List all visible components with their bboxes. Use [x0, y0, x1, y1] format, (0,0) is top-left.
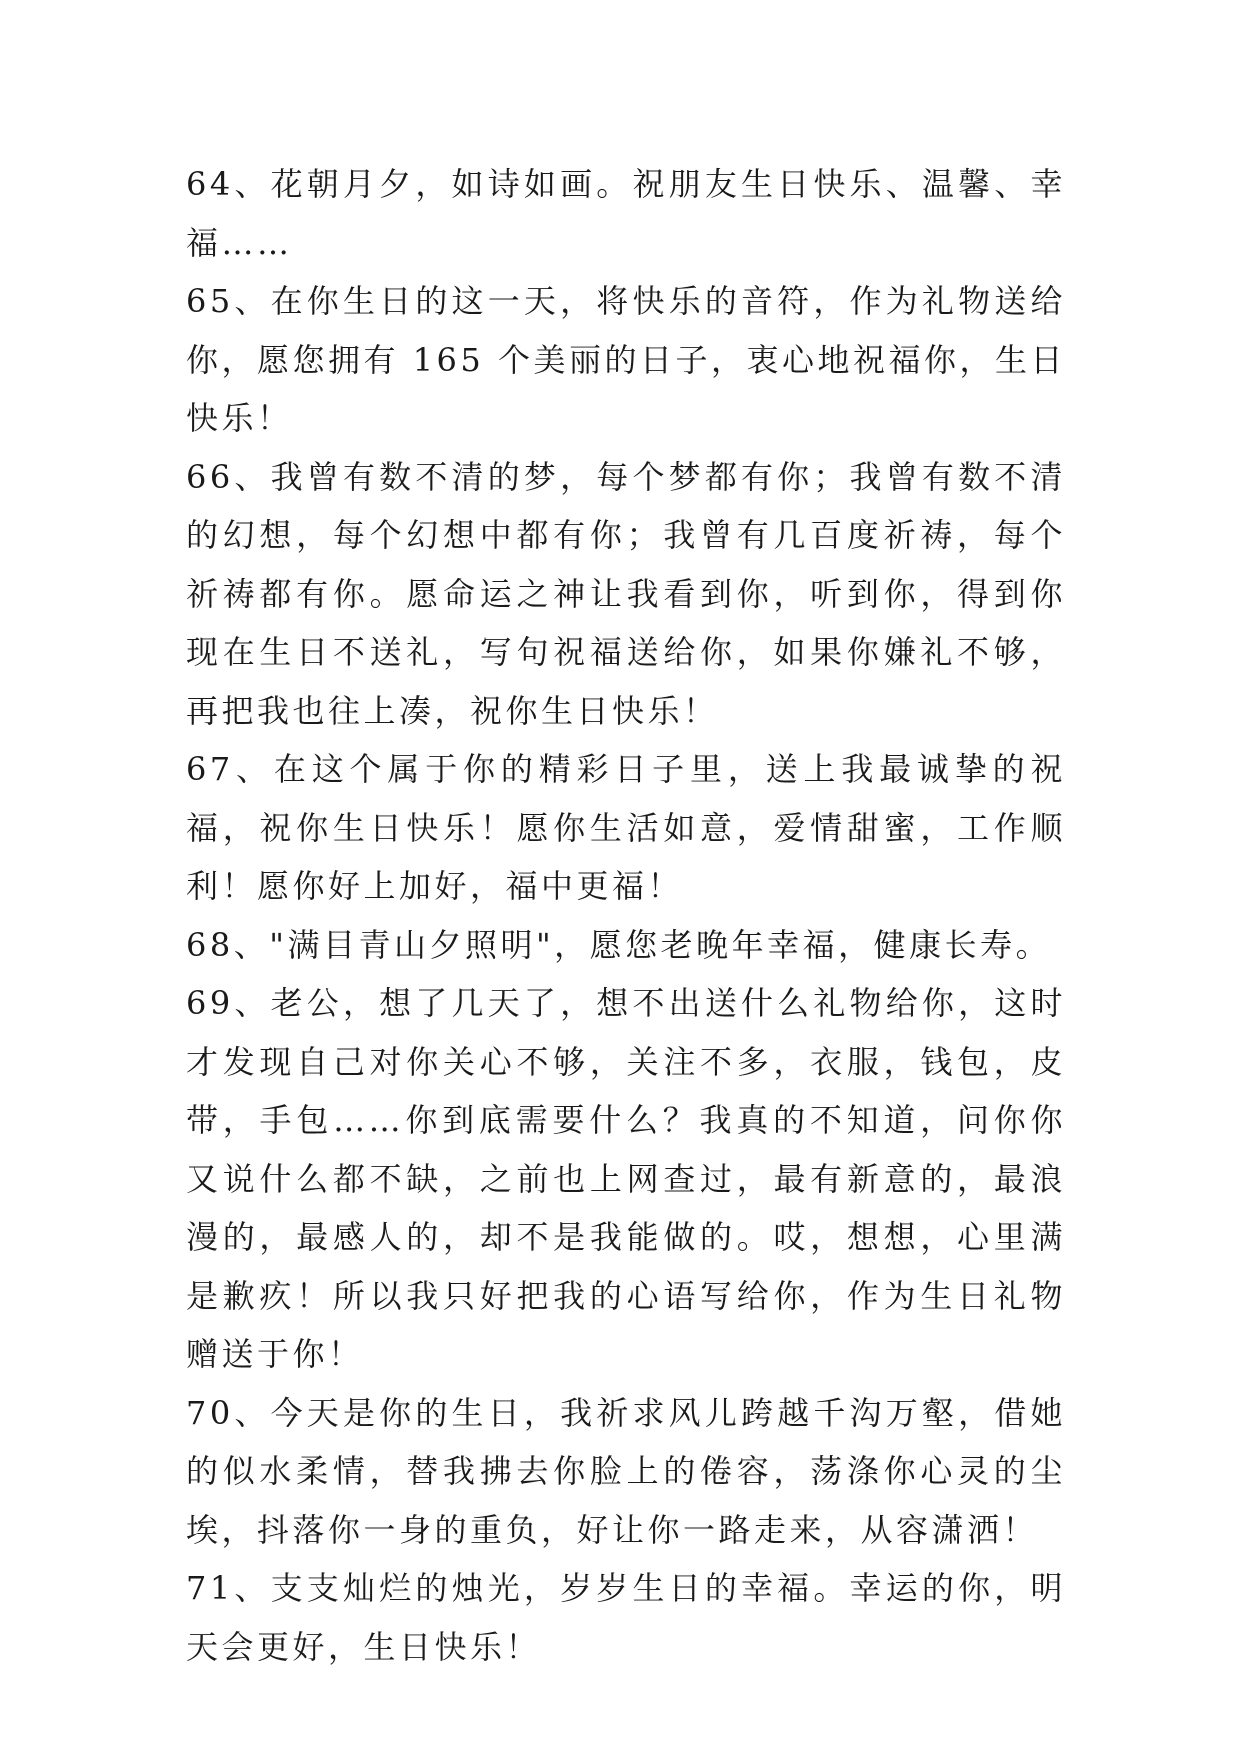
wish-entry-66: 66、我曾有数不清的梦，每个梦都有你；我曾有数不清的幻想，每个幻想中都有你；我曾有几百度祈祷，每个祈祷都有你。愿命运之神让我看到你，听到你，得到你 现在生日不送礼，写句祝福送给你，如果你嫌礼不够，再把我也往上凑，祝你生日快乐！: [186, 457, 1066, 730]
wish-entry-68: 68、"满目青山夕照明"，愿您老晚年幸福，健康长寿。: [186, 925, 1052, 964]
wish-entry-64: 64、花朝月夕，如诗如画。祝朋友生日快乐、温馨、幸福……: [186, 165, 1066, 262]
wish-entry-65: 65、在你生日的这一天，将快乐的音符，作为礼物送给你，愿您拥有 165 个美丽的日子，衷心地祝福你，生日快乐！: [186, 282, 1066, 437]
wish-entry-69: 69、老公，想了几天了，想不出送什么礼物给你，这时才发现自己对你关心不够，关注不多，衣服，钱包，皮带，手包……你到底需要什么？我真的不知道，问你你又说什么都不缺，之前也上网查过，最有新意的，最浪漫的，最感人的，却不是我能做的。哎，想想，心里满是歉疚！所以我只好把我的心语写给你，作为生日礼物赠送于你！: [186, 984, 1066, 1373]
document-body: [186, 155, 1066, 1676]
wish-entry-70: 70、今天是你的生日，我祈求风儿跨越千沟万壑，借她的似水柔情，替我拂去你脸上的倦容，荡涤你心灵的尘埃，抖落你一身的重负，好让你一路走来，从容潇洒！: [186, 1393, 1066, 1549]
wish-entry-71: 71、支支灿烂的烛光，岁岁生日的幸福。幸运的你，明天会更好，生日快乐！: [186, 1569, 1066, 1666]
wish-entry-67: 67、在这个属于你的精彩日子里，送上我最诚挚的祝福，祝你生日快乐！愿你生活如意，爱情甜蜜，工作顺利！愿你好上加好，福中更福！: [186, 750, 1066, 905]
